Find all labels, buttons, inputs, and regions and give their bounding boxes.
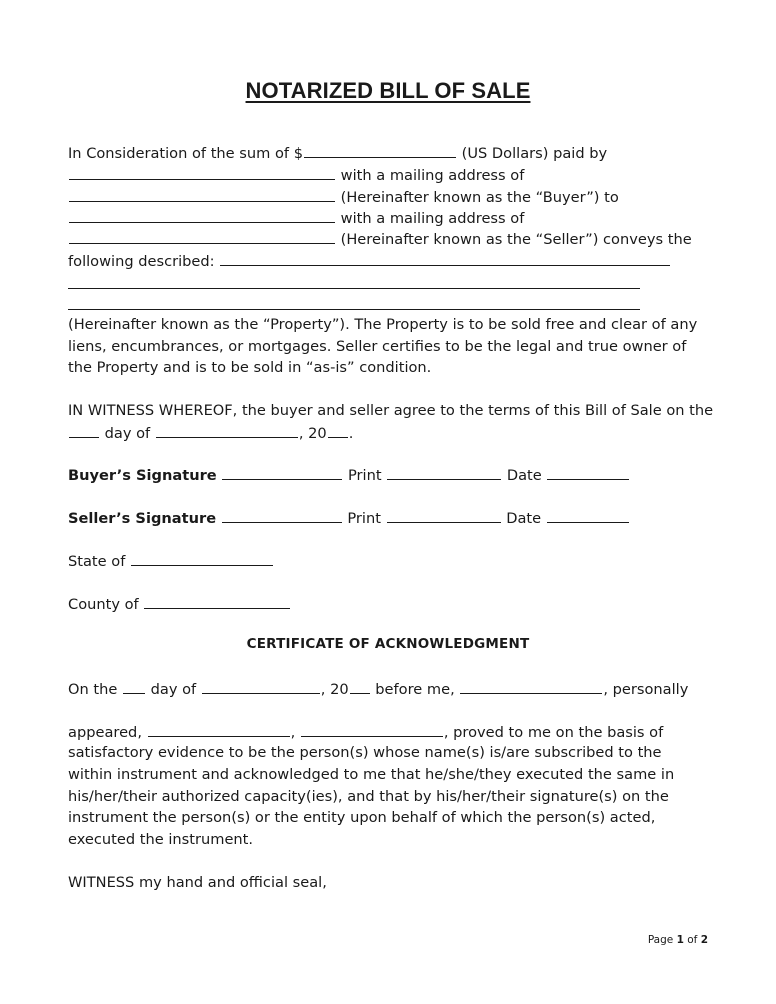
footer-page-number: 1	[676, 934, 684, 946]
cert-proved-text: , proved to me on the basis of	[443, 724, 664, 741]
cert-on-the-text: On the	[68, 681, 122, 698]
certificate-body-line-2: within instrument and acknowledged to me that he/she/they executed the same in	[68, 766, 675, 783]
consideration-line-5	[68, 229, 692, 250]
certificate-body-line-4: instrument the person(s) or the entity upon behalf of which the person(s) acted,	[68, 809, 656, 826]
county-field[interactable]	[144, 594, 290, 609]
seller-name-field[interactable]	[69, 208, 335, 223]
cert-year-prefix: , 20	[320, 681, 349, 698]
cert-year-field[interactable]	[350, 679, 370, 694]
seller-date-label: Date	[506, 510, 542, 527]
notary-name-field[interactable]	[460, 679, 602, 694]
consideration-line-6	[68, 251, 671, 272]
witness-day-of-text: day of	[100, 425, 155, 442]
footer-of-word: of	[683, 934, 701, 946]
consideration-text-2: with a mailing address of	[336, 167, 525, 184]
seller-signature-label: Seller’s Signature	[68, 510, 217, 527]
property-description-field[interactable]	[220, 251, 670, 266]
county-label: County of	[68, 596, 144, 613]
state-label: State of	[68, 553, 130, 570]
seller-print-field[interactable]	[387, 508, 501, 523]
witness-period: .	[348, 425, 354, 442]
certificate-on-the-line	[68, 679, 688, 700]
amount-field[interactable]	[304, 143, 456, 158]
cert-day-of-text: day of	[145, 681, 201, 698]
consideration-line-1	[68, 143, 607, 164]
buyer-date-field[interactable]	[547, 465, 629, 480]
property-line-3: the Property and is to be sold in “as-is” condition.	[68, 359, 432, 376]
buyer-date-label: Date	[506, 467, 542, 484]
certificate-appeared-line	[68, 722, 663, 743]
appeared-name-field-1[interactable]	[148, 722, 290, 737]
witness-year-prefix: , 20	[298, 425, 327, 442]
footer-page-total: 2	[700, 934, 708, 946]
cert-day-field[interactable]	[123, 679, 145, 694]
property-line-2: liens, encumbrances, or mortgages. Seller certifies to be the legal and true owner of	[68, 338, 687, 355]
page-footer	[648, 934, 708, 946]
buyer-signature-line	[68, 465, 630, 486]
footer-page-word: Page	[647, 934, 677, 946]
document-title: NOTARIZED BILL OF SALE	[245, 78, 531, 103]
consideration-text-4: with a mailing address of	[336, 210, 525, 227]
witness-year-field[interactable]	[328, 423, 348, 438]
buyer-print-label: Print	[347, 467, 382, 484]
buyer-signature-field[interactable]	[222, 465, 342, 480]
seller-signature-line	[68, 508, 630, 529]
certificate-body-line-5: executed the instrument.	[68, 831, 254, 848]
consideration-text-3: (Hereinafter known as the “Buyer”) to	[336, 189, 619, 206]
state-line	[68, 551, 274, 572]
certificate-body-line-1: satisfactory evidence to be the person(s) whose name(s) is/are subscribed to the	[68, 744, 662, 761]
county-line	[68, 594, 291, 615]
state-field[interactable]	[131, 551, 273, 566]
property-line-1: (Hereinafter known as the “Property”). The Property is to be sold free and clear of any	[68, 316, 698, 333]
witness-line-1: IN WITNESS WHEREOF, the buyer and seller agree to the terms of this Bill of Sale on the	[68, 402, 714, 419]
seller-signature-field[interactable]	[222, 508, 342, 523]
consideration-line-3	[68, 187, 619, 208]
buyer-name-field[interactable]	[69, 165, 335, 180]
consideration-line-4	[68, 208, 524, 229]
consideration-text-1b: (US Dollars) paid by	[457, 145, 608, 162]
consideration-text-1a: In Consideration of the sum of $	[68, 145, 303, 162]
cert-appeared-text: appeared,	[68, 724, 147, 741]
buyer-signature-label: Buyer’s Signature	[68, 467, 217, 484]
buyer-address-field[interactable]	[69, 187, 335, 202]
seller-date-field[interactable]	[547, 508, 629, 523]
certificate-title: CERTIFICATE OF ACKNOWLEDGMENT	[246, 636, 530, 652]
cert-before-me-text: before me,	[370, 681, 460, 698]
witness-seal-line: WITNESS my hand and official seal,	[68, 874, 327, 891]
witness-day-field[interactable]	[69, 423, 99, 438]
seller-address-field[interactable]	[69, 229, 335, 244]
witness-month-field[interactable]	[156, 423, 298, 438]
appeared-name-field-2[interactable]	[301, 722, 443, 737]
property-description-line-2[interactable]	[68, 288, 640, 289]
property-description-line-3[interactable]	[68, 309, 640, 310]
seller-print-label: Print	[347, 510, 381, 527]
cert-month-field[interactable]	[202, 679, 320, 694]
consideration-line-2	[68, 165, 524, 186]
consideration-text-6: following described:	[68, 253, 220, 270]
certificate-body-line-3: his/her/their authorized capacity(ies), and that by his/her/their signature(s) on the	[68, 788, 669, 805]
consideration-text-5: (Hereinafter known as the “Seller”) conveys the	[336, 231, 692, 248]
cert-comma: ,	[290, 724, 300, 741]
witness-line-2	[68, 423, 353, 444]
buyer-print-field[interactable]	[387, 465, 501, 480]
cert-personally-text: , personally	[603, 681, 689, 698]
